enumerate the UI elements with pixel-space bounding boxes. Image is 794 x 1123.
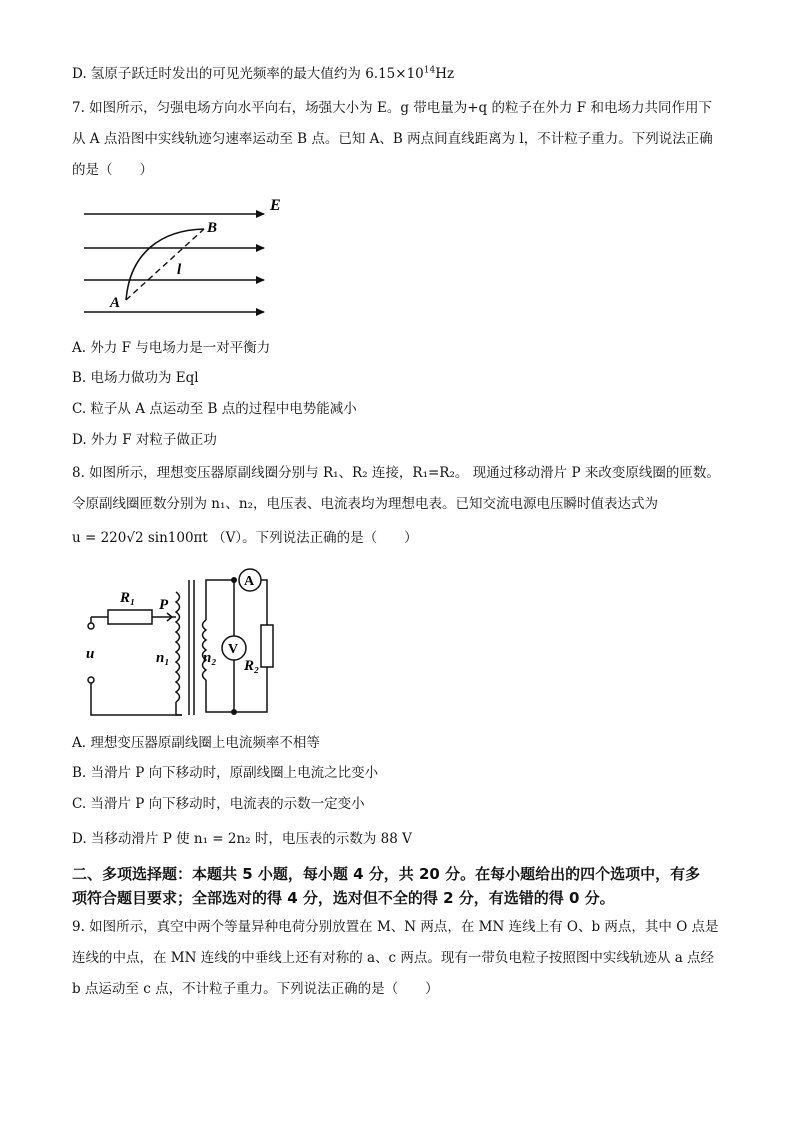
q8-transformer-circuit — [72, 570, 292, 720]
q7-field-diagram — [72, 192, 302, 317]
q7-stem-line1: 7. 如图所示，匀强电场方向水平向右，场强大小为 E。g 带电量为+q 的粒子在外力 F 和电场力共同作用下 — [72, 100, 712, 116]
label-l: l — [177, 262, 182, 278]
q9-stem-line2: 连线的中点，在 MN 连线的中垂线上还有对称的 a、c 两点。现有一带负电粒子按照图中实线轨迹从 a 点经 — [72, 950, 715, 966]
terminal-bottom — [88, 677, 94, 683]
q9-stem-line1: 9. 如图所示，真空中两个等量异种电荷分别放置在 M、N 两点，在 MN 连线上有 O、b 两点，其中 O 点是 — [72, 919, 719, 935]
label-p: P — [159, 597, 169, 613]
label-ammeter: A — [244, 574, 255, 589]
q8-option-d: D. 当移动滑片 P 使 n₁ = 2n₂ 时，电压表的示数为 88 V — [72, 831, 412, 847]
q7-stem-line3: 的是（ ） — [72, 162, 153, 178]
q9-stem-line3: b 点运动至 c 点，不计粒子重力。下列说法正确的是（ ） — [72, 981, 439, 997]
q6-option-d-unit: Hz — [435, 66, 455, 82]
label-r2: R₂ — [244, 658, 260, 674]
q8-option-c: C. 当滑片 P 向下移动时，电流表的示数一定变小 — [72, 796, 365, 812]
q7-option-b: B. 电场力做功为 Eql — [72, 370, 199, 386]
q8-option-a: A. 理想变压器原副线圈上电流频率不相等 — [72, 735, 320, 751]
label-voltmeter: V — [228, 642, 239, 657]
q8-option-b: B. 当滑片 P 向下移动时，原副线圈上电流之比变小 — [72, 765, 379, 781]
section-heading-line1: 二、多项选择题：本题共 5 小题，每小题 4 分，共 20 分。在每小题给出的四个选项中，有多 — [72, 865, 701, 883]
chord-a-to-b — [126, 229, 204, 300]
q8-stem-line3: u = 220√2 sin100πt （V）。下列说法正确的是（ ） — [72, 530, 418, 546]
q6-option-d — [72, 64, 454, 84]
primary-wire — [91, 617, 182, 715]
terminal-top — [88, 623, 94, 629]
q8-stem-line1: 8. 如图所示，理想变压器原副线圈分别与 R₁、R₂ 连接，R₁=R₂。 现通过移动滑片 P 来改变原线圈的匝数。 — [72, 465, 720, 481]
label-n1: n₁ — [156, 650, 170, 666]
q7-option-d: D. 外力 F 对粒子做正功 — [72, 432, 217, 448]
label-b: B — [207, 220, 218, 236]
q7-option-c: C. 粒子从 A 点运动至 B 点的过程中电势能减小 — [72, 401, 357, 417]
q6-option-d-text: D. 氢原子跃迁时发出的可见光频率的最大值约为 6.15×10 — [72, 66, 424, 82]
label-n2: n₂ — [203, 650, 217, 666]
q8-stem-line2: 令原副线圈匝数分别为 n₁、n₂，电压表、电流表均为理想电表。已知交流电源电压瞬时值表达式为 — [72, 496, 659, 512]
label-u: u — [86, 646, 95, 662]
primary-coil — [176, 592, 180, 702]
q7-option-a: A. 外力 F 与电场力是一对平衡力 — [72, 340, 271, 356]
label-e: E — [270, 197, 281, 214]
resistor-r1 — [108, 610, 152, 624]
q7-stem-line2: 从 A 点沿图中实线轨迹匀速率运动至 B 点。已知 A、B 两点间直线距离为 l，不计粒子重力。下列说法正确 — [72, 131, 713, 147]
q6-option-d-exponent: 14 — [423, 65, 436, 76]
resistor-r2 — [261, 625, 273, 667]
label-a: A — [110, 295, 121, 311]
label-r1: R₁ — [120, 590, 136, 606]
section-heading-line2: 项符合题目要求；全部选对的得 4 分，选对但不全的得 2 分，有选错的得 0 分。 — [72, 889, 615, 907]
